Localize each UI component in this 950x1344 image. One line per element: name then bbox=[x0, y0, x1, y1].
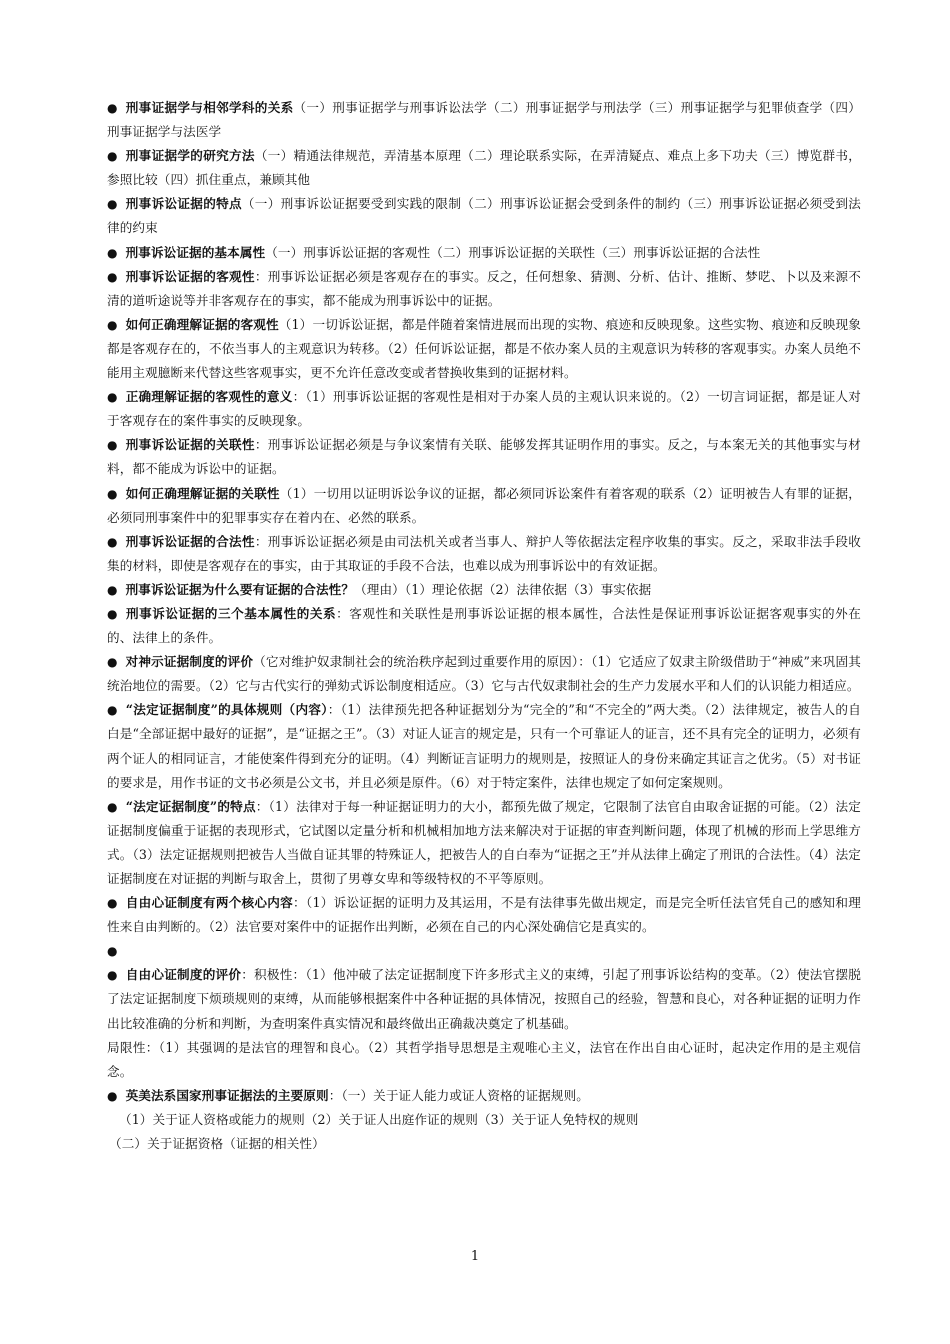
document-body bbox=[107, 96, 861, 1156]
paragraph bbox=[107, 530, 861, 578]
paragraph bbox=[107, 963, 861, 1035]
paragraph bbox=[107, 698, 861, 794]
bullet-icon: ● bbox=[107, 944, 118, 959]
paragraph bbox=[107, 1108, 861, 1132]
paragraph bbox=[107, 602, 861, 650]
paragraph-text: ：（1）法律对于每一种证据证明力的大小，都预先做了规定，它限制了法官自由取舍证据的可能。（2）法定证据制度偏重于证据的表现形式，它试图以定量分析和机械相加地方法来解决对于证据的审查判断问题，体现了机械的形而上学思维方式。（3）法定证据规则把被告人当做自证其罪的特殊证人，把被告人的自白奉为“证据之王”并从法律上确定了刑讯的合法性。（4）法定证据制度在对证据的判断与取舍上，贯彻了男尊女卑和等级特权的不平等原则。 bbox=[107, 798, 861, 886]
paragraph-term: 刑事诉讼证据的客观性 bbox=[125, 268, 255, 284]
paragraph-term: 刑事证据学与相邻学科的关系 bbox=[125, 100, 294, 115]
paragraph bbox=[107, 939, 861, 963]
paragraph-text: （1）关于证人资格或能力的规则（2）关于证人出庭作证的规则（3）关于证人免特权的规则 bbox=[119, 1111, 639, 1127]
paragraph bbox=[107, 795, 861, 891]
paragraph bbox=[107, 385, 861, 433]
bullet-icon: ● bbox=[107, 101, 118, 115]
paragraph-term: 刑事证据学的研究方法 bbox=[125, 148, 255, 164]
bullet-icon: ● bbox=[107, 197, 118, 212]
paragraph-text: ：（一）关于证人能力或证人资格的证据规则。 bbox=[328, 1087, 589, 1103]
paragraph-text: （一）刑事诉讼证据要受到实践的限制（二）刑事诉讼证据会受到条件的制约（三）刑事诉讼证据必须受到法律的约束 bbox=[107, 196, 861, 236]
bullet-icon: ● bbox=[107, 896, 118, 911]
bullet-icon: ● bbox=[107, 317, 118, 332]
paragraph bbox=[107, 482, 861, 530]
bullet-icon: ● bbox=[107, 582, 118, 597]
paragraph-term: 如何正确理解证据的客观性 bbox=[125, 316, 279, 332]
paragraph bbox=[107, 241, 861, 265]
paragraph bbox=[107, 891, 861, 939]
bullet-icon: ● bbox=[107, 534, 118, 549]
paragraph-term: 如何正确理解证据的关联性 bbox=[125, 485, 280, 501]
paragraph-text: ：积极性：（1）他冲破了法定证据制度下许多形式主义的束缚，引起了刑事诉讼结构的变革。（2）使法官摆脱了法定证据制度下烦琐规则的束缚，从而能够根据案件中各种证据的具体情况，按照自己的经验，智慧和良心，对各种证据的证明力作出比较准确的分析和判断，为查明案件真实情况和最终做出正确裁决奠定了机基础。 bbox=[107, 967, 861, 1031]
paragraph-text: （它对维护奴隶制社会的统治秩序起到过重要作用的原因）：（1）它适应了奴隶主阶级借助于“神威”来巩固其统治地位的需要。（2）它与古代实行的弹劾式诉讼制度相适应。（3）它与古代奴隶制社会的生产力发展水平和人们的认识能力相适应。 bbox=[107, 654, 861, 694]
paragraph-term: 刑事诉讼证据的特点 bbox=[125, 196, 242, 212]
paragraph bbox=[107, 1084, 861, 1108]
bullet-icon: ● bbox=[107, 1088, 118, 1103]
paragraph-text: （一）刑事证据学与刑事诉讼法学（二）刑事证据学与刑法学（三）刑事证据学与犯罪侦查学（四）刑事证据学与法医学 bbox=[107, 100, 861, 140]
paragraph bbox=[107, 192, 861, 240]
bullet-icon: ● bbox=[107, 486, 118, 501]
paragraph-term: 刑事诉讼证据的合法性 bbox=[125, 533, 255, 549]
bullet-icon: ● bbox=[107, 655, 118, 670]
paragraph-term: “法定证据制度”的具体规则（内容） bbox=[125, 702, 328, 718]
bullet-icon: ● bbox=[107, 606, 119, 621]
paragraph bbox=[107, 1036, 861, 1084]
paragraph-term: 刑事诉讼证据的基本属性 bbox=[125, 244, 266, 260]
paragraph-text: （一）精通法律规范，弄清基本原理（二）理论联系实际，在弄清疑点、难点上多下功夫（三）博览群书，参照比较（四）抓住重点，兼顾其他 bbox=[107, 148, 862, 188]
paragraph-text: ：刑事诉讼证据必须是由司法机关或者当事人、辩护人等依据法定程序收集的事实。反之，采取非法手段收集的材料，即使是客观存在的事实，由于其取证的手段不合法，也难以成为刑事诉讼中的有效证据。 bbox=[107, 533, 862, 573]
paragraph bbox=[107, 144, 861, 192]
bullet-icon: ● bbox=[107, 149, 118, 164]
paragraph-text: （二）关于证据资格（证据的相关性） bbox=[109, 1136, 325, 1152]
bullet-icon: ● bbox=[107, 390, 118, 405]
paragraph bbox=[107, 650, 861, 698]
bullet-icon: ● bbox=[107, 799, 118, 814]
paragraph bbox=[107, 1132, 861, 1156]
paragraph bbox=[107, 578, 861, 602]
bullet-icon: ● bbox=[107, 968, 118, 983]
paragraph-term: 自由心证制度有两个核心内容 bbox=[125, 895, 294, 911]
paragraph-text: ：刑事诉讼证据必须是客观存在的事实。反之，任何想象、猜测、分析、估计、推断、梦呓、卜以及来源不清的道听途说等并非客观存在的事实，都不能成为刑事诉讼中的证据。 bbox=[107, 268, 862, 308]
bullet-icon: ● bbox=[107, 703, 118, 718]
paragraph-text: 局限性：（1）其强调的是法官的理智和良心。（2）其哲学指导思想是主观唯心主义，法官在作出自由心证时，起决定作用的是主观信念。 bbox=[107, 1039, 861, 1079]
paragraph-term: 对神示证据制度的评价 bbox=[125, 654, 254, 670]
paragraph-text: （一）刑事诉讼证据的客观性（二）刑事诉讼证据的关联性（三）刑事诉讼证据的合法性 bbox=[265, 244, 761, 260]
paragraph-text: （理由）（1）理论依据（2）法律依据（3）事实依据 bbox=[354, 581, 652, 597]
bullet-icon: ● bbox=[107, 438, 118, 453]
paragraph bbox=[107, 313, 861, 385]
paragraph-term: “法定证据制度”的特点 bbox=[125, 798, 256, 814]
bullet-icon: ● bbox=[107, 245, 118, 260]
page-number: 1 bbox=[470, 1249, 480, 1264]
paragraph-text: （1）一切诉讼证据，都是伴随着案情进展而出现的实物、痕迹和反映现象。这些实物、痕迹和反映现象都是客观存在的，不依当事人的主观意识为转移。（2）任何诉讼证据，都是不依办案人员的主观意识为转移的客观事实。办案人员绝不能用主观臆断来代替这些客观事实，更不允许任意改变或者替换收集到的证据材料。 bbox=[107, 316, 861, 381]
bullet-icon: ● bbox=[107, 269, 118, 284]
paragraph-text: ：客观性和关联性是刑事诉讼证据的根本属性，合法性是保证刑事诉讼证据客观事实的外在的、法律上的条件。 bbox=[107, 605, 861, 646]
paragraph-text: ：（1）法律预先把各种证据划分为“完全的”和“不完全的”两大类。（2）法律规定，被告人的自白是“全部证据中最好的证据”，是“证据之王”。（3）对证人证言的规定是，只有一个可靠证人的证言，还不具有完全的证明力，必须有两个证人的相同证言，才能使案件得到充分的证明。（4）判断证言证明力的规则是，按照证人的身份来确定其证言之优劣。（5）对书证的要求是，用作书证的文书必须是公文书，并且必须是原件。（6）对于特定案件，法律也规定了如何定案规则。 bbox=[107, 702, 861, 790]
paragraph-term: 刑事诉讼证据的三个基本属性的关系 bbox=[126, 605, 337, 621]
paragraph-text: ：刑事诉讼证据必须是与争议案情有关联、能够发挥其证明作用的事实。反之，与本案无关的其他事实与材料，都不能成为诉讼中的证据。 bbox=[107, 437, 862, 477]
paragraph-term: 刑事诉讼证据为什么要有证据的合法性？ bbox=[125, 581, 355, 597]
paragraph-term: 刑事诉讼证据的关联性 bbox=[125, 437, 255, 453]
paragraph-term: 自由心证制度的评价 bbox=[125, 967, 242, 983]
paragraph-text: ：（1）刑事诉讼证据的客观性是相对于办案人员的主观认识来说的。（2）一切言词证据，都是证人对于客观存在的案件事实的反映现象。 bbox=[107, 389, 861, 429]
paragraph-term: 正确理解证据的客观性的意义 bbox=[125, 389, 293, 405]
paragraph-text: ：（1）诉讼证据的证明力及其运用，不是有法律事先做出规定，而是完全听任法官凭自己的感知和理性来自由判断的。（2）法官要对案件中的证据作出判断，必须在自己的内心深处确信它是真实的。 bbox=[107, 895, 861, 935]
paragraph-text: （1）一切用以证明诉讼争议的证据，都必须同诉讼案件有着客观的联系（2）证明被告人有罪的证据，必须同刑事案件中的犯罪事实存在着内在、必然的联系。 bbox=[107, 485, 862, 525]
paragraph bbox=[107, 433, 861, 481]
paragraph bbox=[107, 265, 861, 313]
paragraph-term: 英美法系国家刑事证据法的主要原则 bbox=[125, 1087, 329, 1103]
paragraph bbox=[107, 96, 861, 144]
